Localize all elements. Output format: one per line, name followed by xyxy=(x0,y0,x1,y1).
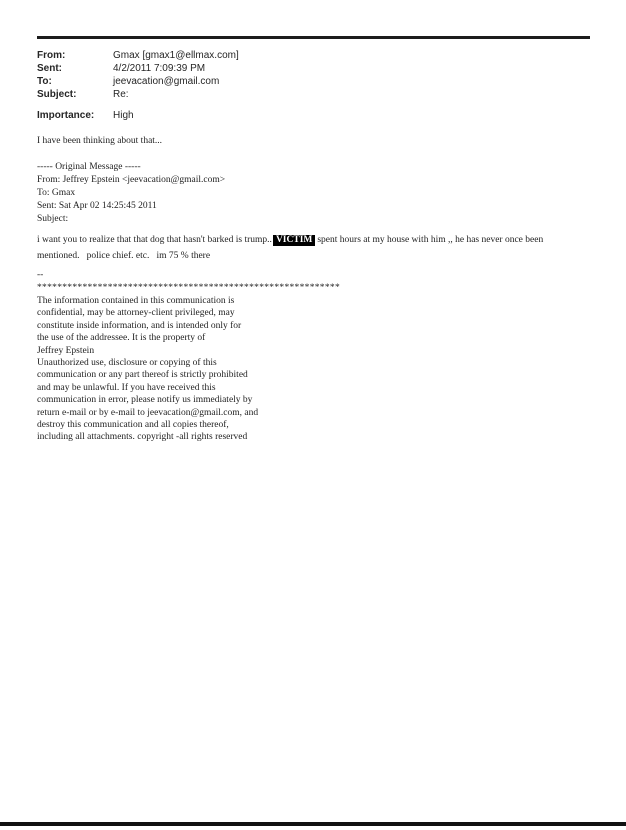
importance-label: Importance: xyxy=(37,110,95,121)
blank-line xyxy=(37,148,612,161)
message-text-before-redaction: i want you to realize that that dog that hasn't barked is trump.. xyxy=(37,235,272,245)
disclaimer-line: communication in error, please notify us immediately by xyxy=(37,395,253,406)
importance-value: High xyxy=(113,110,134,121)
message-text-after-redaction: spent hours at my house with him ,, he has never once been xyxy=(317,235,544,245)
body-intro-line: I have been thinking about that... xyxy=(37,136,163,146)
subject-label: Subject: xyxy=(37,89,77,100)
disclaimer-line: confidential, may be attorney-client privileged, may xyxy=(37,308,235,319)
quoted-header-to: To: Gmax xyxy=(37,188,76,198)
disclaimer-line: The information contained in this communication is xyxy=(37,296,235,306)
legal-disclaimer xyxy=(37,295,612,444)
page-bottom-rule xyxy=(0,822,626,826)
disclaimer-asterisk-divider: ************************************************************ xyxy=(37,283,340,293)
quoted-message-line-1 xyxy=(37,232,612,248)
header-field-sent xyxy=(37,62,239,75)
signature-delimiter: -- xyxy=(37,270,44,280)
quoted-header-subject: Subject: xyxy=(37,214,69,224)
subject-value: Re: xyxy=(113,89,129,100)
quoted-header-sent: Sent: Sat Apr 02 14:25:45 2011 xyxy=(37,201,157,211)
disclaimer-line: including all attachments. copyright -all rights reserved xyxy=(37,432,248,443)
disclaimer-line: return e-mail or by e-mail to jeevacation@gmail.com, and xyxy=(37,407,259,418)
disclaimer-line: constitute inside information, and is intended only for xyxy=(37,320,242,331)
disclaimer-line: Unauthorized use, disclosure or copying of this xyxy=(37,358,217,369)
header-field-to xyxy=(37,75,239,88)
email-body xyxy=(37,135,612,444)
disclaimer-line: the use of the addressee. It is the property of xyxy=(37,333,206,344)
original-message-divider: ----- Original Message ----- xyxy=(37,162,141,172)
from-label: From: xyxy=(37,50,66,61)
header-field-importance xyxy=(37,109,239,122)
header-field-subject xyxy=(37,88,239,101)
disclaimer-line: Jeffrey Epstein xyxy=(37,345,95,356)
sent-label: Sent: xyxy=(37,63,62,74)
victim-redaction-box: VICTIM xyxy=(273,235,315,246)
quoted-header-from: From: Jeffrey Epstein <jeevacation@gmail.com> xyxy=(37,175,226,185)
to-label: To: xyxy=(37,76,52,87)
header-top-rule xyxy=(37,36,590,39)
disclaimer-line: destroy this communication and all copies thereof, xyxy=(37,420,229,431)
from-value: Gmax [gmax1@ellmax.com] xyxy=(113,50,239,61)
to-value: jeevacation@gmail.com xyxy=(113,76,220,87)
quoted-message-line-2: mentioned. police chief. etc. im 75 % there xyxy=(37,251,211,261)
sent-value: 4/2/2011 7:09:39 PM xyxy=(113,63,206,74)
email-header xyxy=(37,49,239,122)
disclaimer-line: and may be unlawful. If you have received this xyxy=(37,382,216,393)
header-field-from xyxy=(37,49,239,62)
disclaimer-line: communication or any part thereof is strictly prohibited xyxy=(37,370,248,381)
